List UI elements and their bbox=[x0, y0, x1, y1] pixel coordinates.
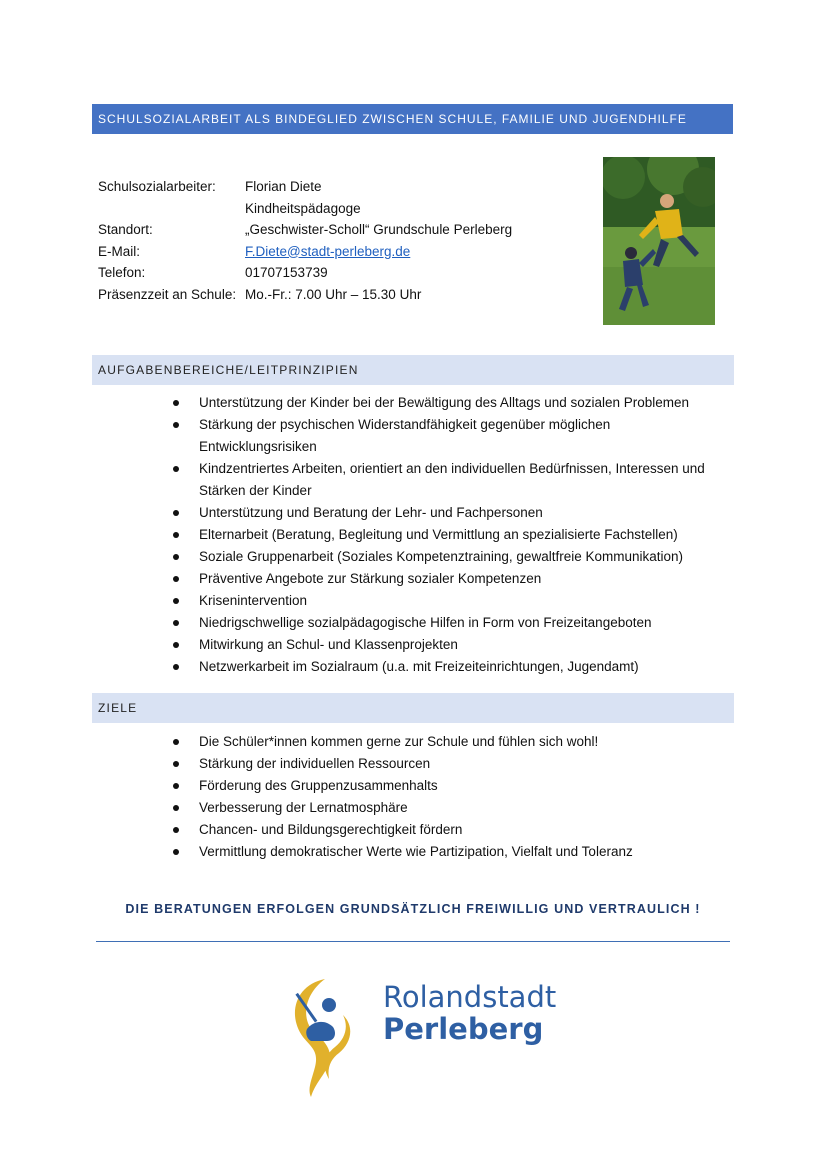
bullet-icon bbox=[173, 400, 179, 406]
list-item bbox=[170, 634, 730, 656]
section-heading-text: ZIELE bbox=[98, 701, 138, 715]
contact-label bbox=[98, 198, 245, 220]
list-item-text: Vermittlung demokratischer Werte wie Partizipation, Vielfalt und Toleranz bbox=[199, 844, 633, 859]
list-item bbox=[170, 546, 730, 568]
logo-text-rolandstadt: Rolandstadt bbox=[383, 980, 557, 1014]
contact-value: Mo.-Fr.: 7.00 Uhr – 15.30 Uhr bbox=[245, 286, 422, 302]
bullet-icon bbox=[173, 554, 179, 560]
list-item bbox=[170, 414, 730, 458]
contact-row-location bbox=[98, 219, 512, 241]
list-item-text: Stärkung der psychischen Widerstandfähigkeit gegenüber möglichen Entwicklungsrisiken bbox=[199, 417, 611, 454]
contact-info bbox=[98, 176, 512, 305]
list-item bbox=[170, 731, 730, 753]
goals-list bbox=[170, 731, 730, 863]
bullet-icon bbox=[173, 598, 179, 604]
tasks-list bbox=[170, 392, 730, 678]
bullet-icon bbox=[173, 805, 179, 811]
list-item bbox=[170, 612, 730, 634]
contact-row-hours bbox=[98, 284, 512, 306]
contact-label: Standort: bbox=[98, 222, 153, 237]
list-item-text: Krisenintervention bbox=[199, 593, 308, 608]
section-heading-tasks bbox=[92, 355, 734, 385]
list-item-text: Elternarbeit (Beratung, Begleitung und Vermittlung an spezialisierte Fachstellen) bbox=[199, 527, 678, 542]
list-item-text: Förderung des Gruppenzusammenhalts bbox=[199, 778, 438, 793]
list-item bbox=[170, 797, 730, 819]
list-item-text: Die Schüler*innen kommen gerne zur Schule und fühlen sich wohl! bbox=[199, 734, 599, 749]
bullet-icon bbox=[173, 642, 179, 648]
bullet-icon bbox=[173, 664, 179, 670]
staff-photo bbox=[603, 157, 715, 325]
list-item bbox=[170, 524, 730, 546]
page-title-text: SCHULSOZIALARBEIT ALS BINDEGLIED ZWISCHEN SCHULE, FAMILIE UND JUGENDHILFE bbox=[98, 112, 687, 126]
list-item-text: Chancen- und Bildungsgerechtigkeit fördern bbox=[199, 822, 463, 837]
list-item bbox=[170, 458, 730, 502]
list-item bbox=[170, 819, 730, 841]
bullet-icon bbox=[173, 783, 179, 789]
contact-label: Schulsozialarbeiter: bbox=[98, 179, 216, 194]
list-item-text: Mitwirkung an Schul- und Klassenprojekten bbox=[199, 637, 458, 652]
contact-label: E-Mail: bbox=[98, 243, 141, 259]
contact-label: Telefon: bbox=[98, 265, 146, 280]
bullet-icon bbox=[173, 620, 179, 626]
bullet-icon bbox=[173, 466, 179, 472]
bullet-icon bbox=[173, 532, 179, 538]
contact-value: Florian Diete bbox=[245, 179, 322, 194]
photo-illustration bbox=[603, 157, 715, 325]
contact-value: 01707153739 bbox=[245, 265, 328, 280]
list-item bbox=[170, 590, 730, 612]
divider bbox=[96, 941, 730, 942]
list-item bbox=[170, 841, 730, 863]
list-item bbox=[170, 656, 730, 678]
contact-value: „Geschwister-Scholl“ Grundschule Perleberg bbox=[245, 222, 513, 237]
bullet-icon bbox=[173, 422, 179, 428]
list-item-text: Netzwerkarbeit im Sozialraum (u.a. mit Freizeiteinrichtungen, Jugendamt) bbox=[199, 659, 639, 674]
contact-label: Präsenzzeit an Schule: bbox=[98, 286, 237, 302]
contact-row-phone bbox=[98, 262, 512, 284]
page-title bbox=[92, 104, 734, 134]
contact-value: Kindheitspädagoge bbox=[245, 200, 361, 216]
rolandstadt-logo-icon bbox=[285, 975, 365, 1100]
bullet-icon bbox=[173, 510, 179, 516]
email-link[interactable]: F.Diete@stadt-perleberg.de bbox=[245, 243, 411, 259]
contact-row-email bbox=[98, 241, 512, 263]
list-item-text: Präventive Angebote zur Stärkung sozialer Kompetenzen bbox=[199, 571, 542, 586]
list-item bbox=[170, 753, 730, 775]
list-item-text: Soziale Gruppenarbeit (Soziales Kompetenztraining, gewaltfreie Kommunikation) bbox=[199, 549, 684, 564]
list-item bbox=[170, 502, 730, 524]
contact-row-name bbox=[98, 176, 512, 198]
list-item-text: Verbesserung der Lernatmosphäre bbox=[199, 800, 408, 815]
confidentiality-note: DIE BERATUNGEN ERFOLGEN GRUNDSÄTZLICH FREIWILLIG UND VERTRAULICH ! bbox=[125, 902, 701, 916]
list-item bbox=[170, 568, 730, 590]
list-item-text: Niedrigschwellige sozialpädagogische Hilfen in Form von Freizeitangeboten bbox=[199, 615, 652, 630]
list-item bbox=[170, 392, 730, 414]
contact-row-title bbox=[98, 198, 512, 220]
bullet-icon bbox=[173, 761, 179, 767]
list-item-text: Kindzentriertes Arbeiten, orientiert an den individuellen Bedürfnissen, Interessen und Stärken der Kinder bbox=[199, 461, 705, 498]
bullet-icon bbox=[173, 739, 179, 745]
list-item-text: Unterstützung und Beratung der Lehr- und Fachpersonen bbox=[199, 505, 543, 520]
section-heading-goals bbox=[92, 693, 734, 723]
list-item bbox=[170, 775, 730, 797]
list-item-text: Stärkung der individuellen Ressourcen bbox=[199, 756, 431, 771]
bullet-icon bbox=[173, 576, 179, 582]
bullet-icon bbox=[173, 827, 179, 833]
list-item-text: Unterstützung der Kinder bei der Bewältigung des Alltags und sozialen Problemen bbox=[199, 395, 690, 410]
logo-text-perleberg: Perleberg bbox=[383, 1012, 544, 1046]
bullet-icon bbox=[173, 849, 179, 855]
section-heading-text: AUFGABENBEREICHE/LEITPRINZIPIEN bbox=[98, 363, 359, 377]
